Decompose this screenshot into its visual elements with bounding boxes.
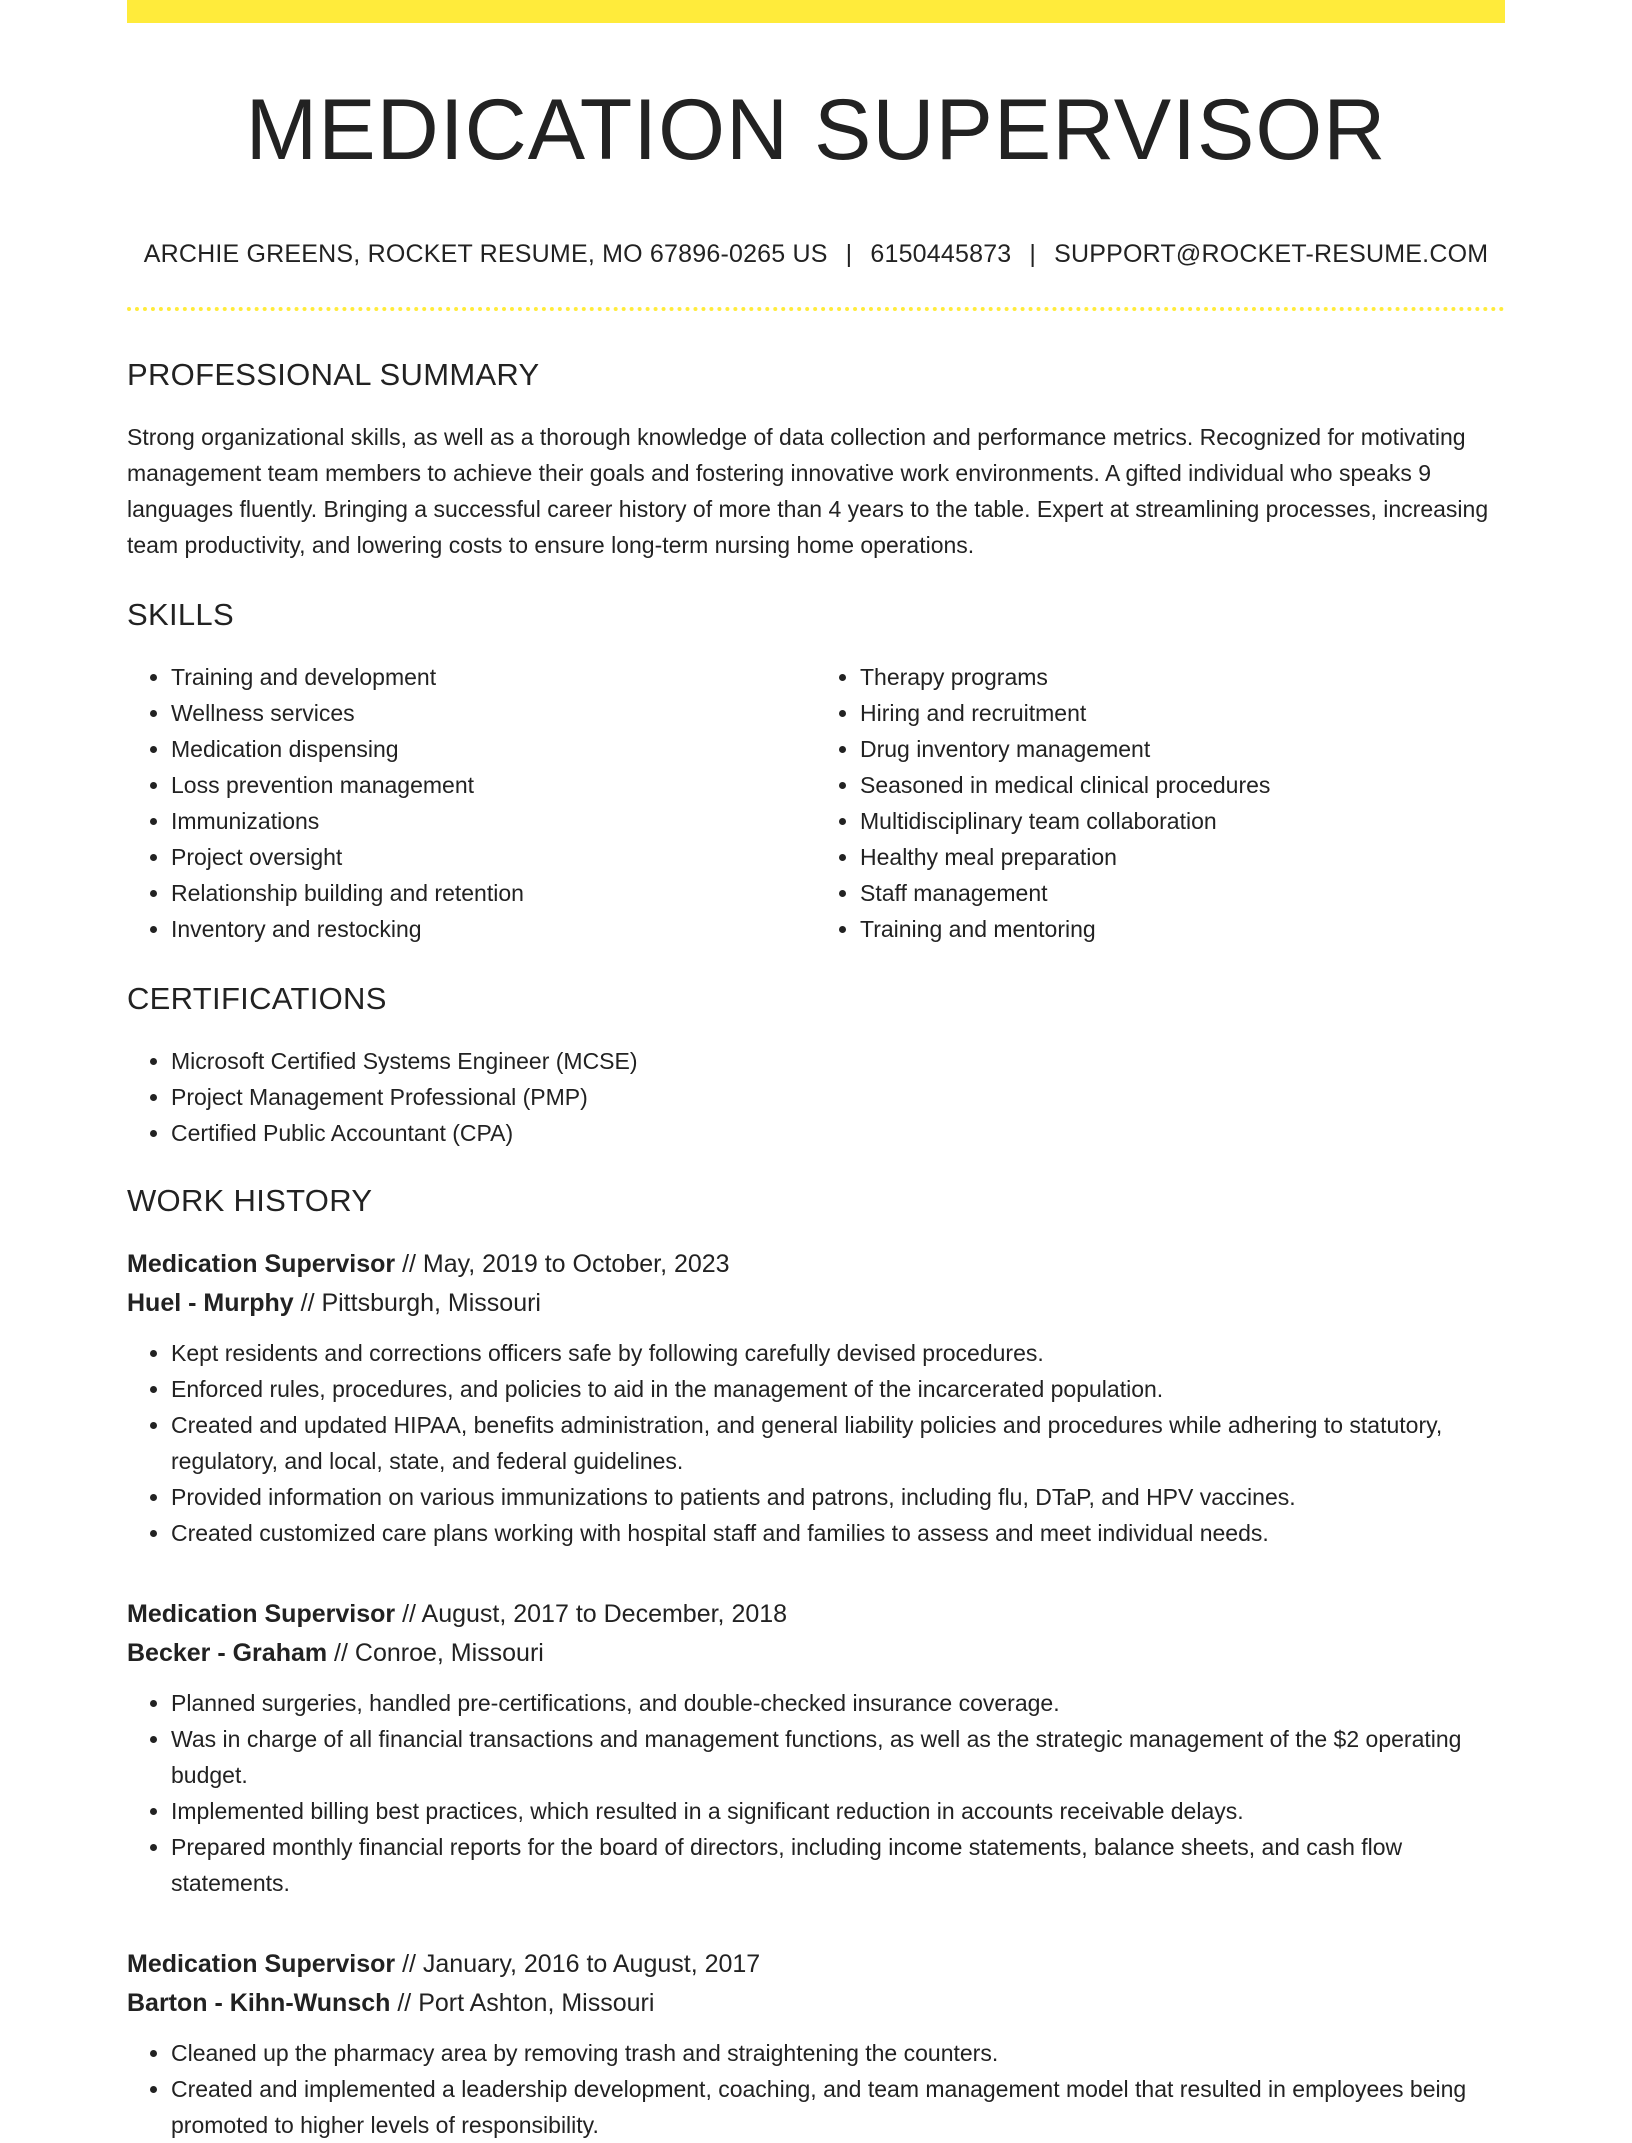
job-company: Becker - Graham	[127, 1638, 328, 1667]
skill-item: • Relationship building and retention	[171, 875, 816, 911]
job-location: // Conroe, Missouri	[327, 1638, 544, 1667]
job-bullet: • Prepared monthly financial reports for the board of directors, including income statements, balance sheets, and cash flow statements.	[171, 1829, 1505, 1901]
job-title: Medication Supervisor	[127, 1249, 396, 1278]
skill-item: • Healthy meal preparation	[860, 839, 1505, 875]
job-entry	[127, 1245, 1505, 1551]
skill-item: • Hiring and recruitment	[860, 695, 1505, 731]
job-bullet: • Enforced rules, procedures, and policies to aid in the management of the incarcerated population.	[171, 1371, 1505, 1407]
skill-item: • Training and mentoring	[860, 911, 1505, 947]
job-title-line	[127, 1945, 1505, 1984]
certifications-list	[127, 1043, 1505, 1151]
skill-item: • Wellness services	[171, 695, 816, 731]
contact-line	[127, 240, 1505, 269]
job-dates: // May, 2019 to October, 2023	[395, 1249, 730, 1278]
job-bullet: • Was in charge of all financial transactions and management functions, as well as the strategic management of the $2 operating budget.	[171, 1721, 1505, 1793]
job-bullets	[127, 1335, 1505, 1551]
job-bullets	[127, 1685, 1505, 1901]
resume-title: MEDICATION SUPERVISOR	[245, 82, 1387, 178]
section-heading-summary: PROFESSIONAL SUMMARY	[127, 356, 540, 392]
contact-separator: |	[1029, 239, 1037, 268]
job-bullet: • Kept residents and corrections officers safe by following carefully devised procedures.	[171, 1335, 1505, 1371]
skill-item: • Drug inventory management	[860, 731, 1505, 767]
job-company: Barton - Kihn-Wunsch	[127, 1988, 391, 2017]
contact-address: ARCHIE GREENS, ROCKET RESUME, MO 67896-0265 US	[143, 239, 828, 268]
certifications-section	[127, 981, 1505, 1151]
skill-item: • Therapy programs	[860, 659, 1505, 695]
job-company-line	[127, 1284, 1505, 1323]
job-bullet: • Created customized care plans working with hospital staff and families to assess and meet individual needs.	[171, 1515, 1505, 1551]
summary-text: Strong organizational skills, as well as a thorough knowledge of data collection and performance metrics. Recognized for motivating management team members to achieve their goals and fostering innovative work environments. A gifted individual who speaks 9 languages fluently. Bringing a successful career history of more than 4 years to the table. Expert at streamlining processes, increasing team productivity, and lowering costs to ensure long-term nursing home operations.	[127, 423, 1489, 558]
job-title-line	[127, 1595, 1505, 1634]
skill-item: • Staff management	[860, 875, 1505, 911]
skill-item: • Multidisciplinary team collaboration	[860, 803, 1505, 839]
certification-item: • Microsoft Certified Systems Engineer (MCSE)	[171, 1043, 1505, 1079]
dotted-divider	[127, 307, 1505, 311]
section-heading-work-history: WORK HISTORY	[127, 1182, 373, 1218]
contact-separator: |	[845, 239, 853, 268]
job-bullet: • Provided information on various immunizations to patients and patrons, including flu, DTaP, and HPV vaccines.	[171, 1479, 1505, 1515]
job-location: // Pittsburgh, Missouri	[293, 1288, 541, 1317]
job-dates: // August, 2017 to December, 2018	[395, 1599, 788, 1628]
skill-item: • Inventory and restocking	[171, 911, 816, 947]
skills-list-right	[816, 659, 1505, 947]
contact-phone: 6150445873	[870, 239, 1012, 268]
job-title-line	[127, 1245, 1505, 1284]
certification-item: • Project Management Professional (PMP)	[171, 1079, 1505, 1115]
skills-columns	[127, 659, 1505, 947]
skill-item: • Training and development	[171, 659, 816, 695]
professional-summary-section	[127, 357, 1505, 563]
work-history-section	[127, 1183, 1505, 2143]
job-company-line	[127, 1634, 1505, 1673]
job-bullet: • Created and implemented a leadership development, coaching, and team management model that resulted in employees being promoted to higher levels of responsibility.	[171, 2071, 1505, 2143]
job-company: Huel - Murphy	[127, 1288, 294, 1317]
section-heading-skills: SKILLS	[127, 596, 234, 632]
job-entry	[127, 1595, 1505, 1901]
skill-item: • Medication dispensing	[171, 731, 816, 767]
job-title: Medication Supervisor	[127, 1599, 396, 1628]
skills-section	[127, 597, 1505, 947]
job-entry	[127, 1945, 1505, 2143]
certification-item: • Certified Public Accountant (CPA)	[171, 1115, 1505, 1151]
skill-item: • Immunizations	[171, 803, 816, 839]
section-heading-certifications: CERTIFICATIONS	[127, 980, 387, 1016]
skill-item: • Loss prevention management	[171, 767, 816, 803]
job-bullet: • Created and updated HIPAA, benefits administration, and general liability policies and procedures while adhering to statutory, regulatory, and local, state, and federal guidelines.	[171, 1407, 1505, 1479]
accent-top-bar	[127, 0, 1505, 23]
job-dates: // January, 2016 to August, 2017	[395, 1949, 761, 1978]
job-bullet: • Implemented billing best practices, which resulted in a significant reduction in accounts receivable delays.	[171, 1793, 1505, 1829]
job-bullet: • Cleaned up the pharmacy area by removing trash and straightening the counters.	[171, 2035, 1505, 2071]
job-title: Medication Supervisor	[127, 1949, 396, 1978]
skill-item: • Seasoned in medical clinical procedures	[860, 767, 1505, 803]
job-company-line	[127, 1984, 1505, 2023]
skills-list-left	[127, 659, 816, 947]
job-location: // Port Ashton, Missouri	[390, 1988, 655, 2017]
job-bullet: • Planned surgeries, handled pre-certifications, and double-checked insurance coverage.	[171, 1685, 1505, 1721]
resume-page	[127, 0, 1505, 2143]
job-bullets	[127, 2035, 1505, 2143]
contact-email: SUPPORT@ROCKET-RESUME.COM	[1054, 239, 1489, 268]
skill-item: • Project oversight	[171, 839, 816, 875]
